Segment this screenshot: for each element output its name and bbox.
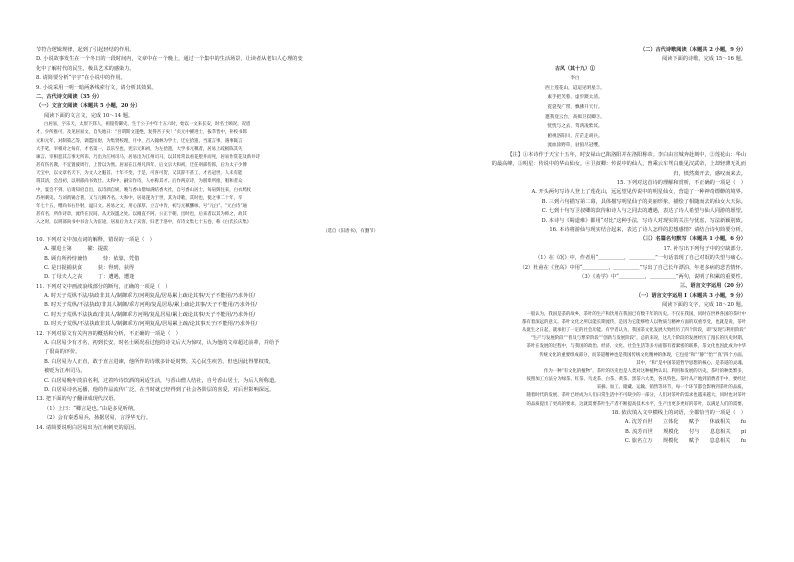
text-line: 白居易，字乐天，太原下邽人，祖锽侍御史、生于公子中年十五六时，始以一文来长安，时名士顾况，况恩 <box>44 122 251 128</box>
text-line: C. 是日捉捕获食 获：得到，获得 <box>44 264 135 271</box>
text-line: （2）杜甫在《登高》中用“＿＿＿＿＿，＿＿＿＿＿”写出了自己长年漂泊、年老多病的悲苦情怀。 <box>519 264 746 271</box>
text-line: A. 时天子荒纵不法/执政非其人/制御乖方/河朔复乱/居易累上疏论其事/天子不能用/乃求外任/ <box>44 293 256 300</box>
text-line: 按照加工方法分为绿茶、红茶、乌龙茶、白茶、黄茶、黑茶六大类，各具特色。茶叶从产地到消费者手中，要经过 <box>526 377 746 383</box>
text-line: 一般认为，我国是茶的故乡，茶叶的生产和饮用在我国已有数千年的历史。不仅在我国，同时在世界各国的茶叶中 <box>526 311 746 317</box>
text-line: 被贬为江州司马。 <box>44 368 86 375</box>
text-line: 都有着深远的意义。茶叶文化之所以能长期流传，是因为它能够给人以物质与精神方面的双重享受，也就是说，茶叶 <box>522 319 746 325</box>
text-line: 17. 补写出下列句子中的空缺部分。 <box>663 245 746 252</box>
text-line: （3）《劝学》中“＿＿＿＿＿，＿＿＿＿＿”两句，说明了积累的重要性。 <box>579 274 746 280</box>
text-line: C. 七到十句写卫叔卿的款待和诗人与之同去的遭遇，表达了诗人希望与仙人同游的愿望。 <box>541 208 746 215</box>
text-line: 茶叶在发展的过程中，与我国的政治、经济、文化、社会生活等多方面都有着紧密的联系，茶文化也因此成为中华 <box>526 344 746 350</box>
text-line: 阅读下面的文言文，完成 10～14 题。 <box>44 112 134 119</box>
text-line: 8. 请简要分析“宇宇”在小说中的作用。 <box>36 75 126 82</box>
text-line: 二、古代诗文阅读（35 分） <box>36 93 103 100</box>
text-line: （1）上曰：“卿言是也。”由是多见听纳。 <box>44 405 139 412</box>
text-line: D. 小说故事发生在一个冬日的一段时间内，文章中在一个晚上，通过一个集中的生活场景，让读者从老妇人心理的变 <box>36 56 303 63</box>
text-line: B. 白居易为人正直，敢于直言进谏，他所作的诗歌多针砭时弊，关心民生疾苦，但也因此得罪权贵， <box>44 358 275 365</box>
text-line: 18. 依次填入文中横线上的词语，全都恰当的一项是（ ） <box>611 409 746 416</box>
text-line: B. 顾有所矜恃兼恃 恃：依靠，凭借 <box>44 255 140 262</box>
text-line: 元和元年，对制策乙等，调盩厔尉，为集贤校理，月中，召入翰林为学士，迁左拾遗，当道言事，遇事辄言 <box>36 138 243 144</box>
text-line: （选自《旧唐书》，有删节） <box>323 228 378 234</box>
text-line: C. 旅名立万 规模化 赋予 息息相关 fu <box>624 437 746 444</box>
text-line: 的最高峰，③明星：传说中的华山仙女。④卫叔卿：传说中的仙人，曾乘云车驾白鹿见汉武帝，上却轻薄无礼而 <box>491 161 746 168</box>
poem-line: 西上莲花山，迢迢见明星②。 <box>545 85 605 91</box>
text-line: 中，宴会不到、后请知府自出，以诗酒自娱，晚与香山僧如满结香火社，自号香山居士，每肩舆往来，白衣鸠杖 <box>36 187 252 193</box>
text-line: B. 时天子荒纵/不法执政/非其人制御/乖方河朔/复乱居易/累上疏论其事/天子不能用/乃求外任/ <box>44 302 258 309</box>
text-line: （1）在《氓》中，作者用“＿＿＿＿＿，＿＿＿＿＿”一句话表现了自己对氓的失望与痛心。 <box>535 255 746 262</box>
text-line: 谏言、宰相恶其言事无所讳，乃出为江州司马，居易出为江州司马，以其母常以看花堕井而死，居易作赏花及新井诗 <box>36 154 260 160</box>
text-line: B. 流芳百世 规模化 付与 息息相关 pi <box>624 428 746 435</box>
text-line: 传统文化的重要组成部分，而茶道精神也是我国传统文化精神的体现，它包括“和”“静”“怡”“真”四个方面。 <box>539 352 746 358</box>
text-line: A. 开头两句写诗人登上了莲花山，远远望见传说中的明星仙女，营造了一种神奇缥缈的境界。 <box>531 189 746 196</box>
text-line: D. 丁母夫人之丧 丁：遭遇，遭逢 <box>44 274 135 281</box>
text-line: 作为一种“有文化的植物”，茶叶的历史也是人类对这种植物认识、利用和发展的历史。茶叶的种类繁多， <box>543 368 746 374</box>
text-line: “生产与发展阶段”“普及与繁荣阶段”“创新与发展阶段”。总的来说，这几个阶段的发展经历了漫长的历史时期。 <box>530 336 746 342</box>
text-line: 11. 下列对文中画波浪线部分的断句，正确的一项是（ ） <box>36 283 171 290</box>
text-line: 甚有名，所作诗章，流传在民间，从无误滥之处。以刚直不阿、公正于朝，出时也，后来者以其为师之，故其 <box>36 212 247 218</box>
text-line: 大手笔，宰相对之每有，才名第一，以乐至也，宪宗元和初，为左拾遗，大学书元稹者，居易上疏极陈其失 <box>36 146 243 152</box>
poem-line: 流血涂野草，豺狼尽冠缨。 <box>547 143 603 149</box>
text-line: 了很高的评价。 <box>44 349 81 356</box>
text-line: 苏州刺史。与刘禹锡合著，又与元稹齐名。大和中，居易遂为于世，其为诗歌，其时也，使之事二十年，卒 <box>36 195 243 201</box>
text-line: D. 白居易诗名远播，他的作品流传广泛，在当时就已经得到了社会各阶层的喜爱，对后世影响深远。 <box>44 387 275 393</box>
text-line: 【注】①本诗作于天宝十五年，时安禄山已陷洛阳并在洛阳称帝。李白由宣城奔赴剡中，②莲花山：华山 <box>507 151 746 158</box>
right-column <box>404 46 746 446</box>
text-line: （2）会有秦悉易兵，扬据居易，言浮华无行。 <box>44 415 152 422</box>
poem-instruction: 阅读下面的诗歌，完成 15～16 题。 <box>662 56 746 63</box>
text-line: 天宝中，以文章名天下，为文人之魁首。十年不变，于是，可喜可贺，又其辞不甚工，才名冠世，人未有能 <box>36 171 243 177</box>
text-line: 12. 下列对原文有关内容的概括和分析，不正确的一项是（ ） <box>36 330 181 337</box>
text-line: A. 沈芳百世 立体化 赋予 休戚相关 fu <box>624 419 746 426</box>
text-line: 的品质提出了更高的要求，这就需要茶叶生产者不断提高技术水平，生产出更多更好的茶叶，以满足人们的需要。 <box>526 401 746 407</box>
text-line: 从诞生之日起，就承担了一定的社会功能。有学者认为，我国茶文化发展大致经历了四个阶段，即“发现与利用阶段” <box>521 327 746 333</box>
poem-line: 邀我登云台，高揖卫叔卿③。 <box>545 114 605 120</box>
text-line: （三）名篇名句默写（本题共 1 小题，6 分） <box>639 236 746 243</box>
text-line: 入之时，以刑部尚书中书舍人为宦途，居易后为太子宾客，归老于洛中，有诗文集七十五卷，称《白氏长庆集》 <box>36 220 252 226</box>
poem-author: 李白 <box>570 76 580 82</box>
text-line: A. 白居易少有才名，初到长安，时名士顾况看过他的诗文后大为惊叹，认为他的文章超过前辈，并给予 <box>44 340 280 347</box>
text-line: 节符合逻辑规律，起到了引起轻结的作用。 <box>36 47 135 53</box>
text-line: 采摘、加工、储藏、运输、销售等环节，每一个环节都会影响到茶叶的品质。 <box>596 385 746 391</box>
text-line: 三、语言文字运用（20 分） <box>679 283 746 290</box>
text-line: 9. 小说采用一明一暗两条线索行文，请分析其效果。 <box>36 84 157 91</box>
text-line: 才，少所推可，及见居易文，自失地曰：“吾谓斯文遂绝，复得吾子矣！”贞元中擢进士，拔萃皆中，补校书郎 <box>36 130 247 136</box>
text-line: （一）文言文阅读（本题共 5 小题，20 分） <box>36 103 141 110</box>
text-line: 阅读下面的文字，完成 18～20 题。 <box>662 302 746 309</box>
text-line: D. 时天子荒纵/不法执政非其人/制御乖方/河朔复乱/居易累上疏/论其事天子/不能用/乃求外任/ <box>44 321 258 328</box>
poem-section-heading: （二）古代诗歌阅读（本题共 2 小题，9 分） <box>639 47 746 53</box>
text-line: 16. 本诗将游仙与现实结合起来，表达了诗人怎样的思想感情？请结合诗句简要分析。 <box>549 227 746 234</box>
text-line: 甚有伤名教，不宜置彼周行，上皆以为然。居易在江州凡四年，后文宗大和初，迁任刑部侍郎，后为太子少傅 <box>36 163 247 169</box>
text-line: 10. 下列对文中加点词的解释，错误的一项是（ ） <box>36 236 155 243</box>
text-line: 年七十五，赠尚书右仆射，谥曰文。居易之文，用心深厚，立言中肯，初与元稹酬咏，号“元白”。“元白诗”通 <box>36 204 247 209</box>
text-line: A. 擢进士第 擢：提拔 <box>44 246 109 253</box>
poem-line: 恍恍与之去，驾鸿凌紫冥。 <box>547 124 603 130</box>
text-line: （一）语言文字运用 I（本题共 3 小题，9 分） <box>635 292 746 299</box>
text-line: 13. 把下面的句子翻译成现代汉语。 <box>36 396 119 403</box>
poem-title: 古风（其十九）① <box>554 65 595 72</box>
text-line: 其中，“和”是中国茶道哲学思想的核心，是茶道的灵魂。 <box>636 360 746 366</box>
right-column-text <box>404 151 746 446</box>
text-line: D. 本诗与《蜀道难》都用“对比”这种手法，写诗人对现实的关注与忧虑，写法新颖别致。 <box>541 217 746 224</box>
poem-line: 素手把芙蓉，虚步蹑太清。 <box>547 95 603 101</box>
poem-lines <box>404 84 746 151</box>
text-line: C. 时天子荒纵不法执政/非其人/制御乖方河朔/复乱居易/累上疏论其事/天子不能用/乃求外任/ <box>44 311 256 318</box>
text-line: 归，愤然离开去，感叹而来去。 <box>673 170 746 177</box>
poem-line: 霓裳曳广带，飘拂升天行。 <box>547 104 603 110</box>
text-line: 随着时代的发展，茶叶已经成为人们日常生活中不可缺少的一部分，人们对茶叶的需求也越来越大，同时也对茶叶 <box>526 393 746 399</box>
text-line: 14. 请简要说明白居易出为江州刺史的原因。 <box>36 424 140 431</box>
left-column <box>36 46 378 433</box>
text-line: 谓其清，会昌初，以刑部尚书致仕。太和中，嗣宗作诗，人亦称其才。后作两京诗，为朋辈所推，唱和者众 <box>36 179 243 185</box>
text-line: 化中了解村代的民生，极具艺术的感染力。 <box>36 65 135 72</box>
poem-line: 俯视洛阳川，茫茫走胡兵。 <box>547 133 603 139</box>
text-line: 15. 下列对这首诗的理解和赏析，不正确的一项是（ ） <box>616 180 746 187</box>
text-line: B. 三到六句描写第二幕，具体描写明星仙子的美丽形象，描绘了相随而去的仙女大天际。 <box>541 198 746 205</box>
text-line: C. 白居易晚年淡泊名利，过着吟诗饮酒的闲适生活，与香山僧人结社，自号香山居士，为后人所称道。 <box>44 377 280 384</box>
